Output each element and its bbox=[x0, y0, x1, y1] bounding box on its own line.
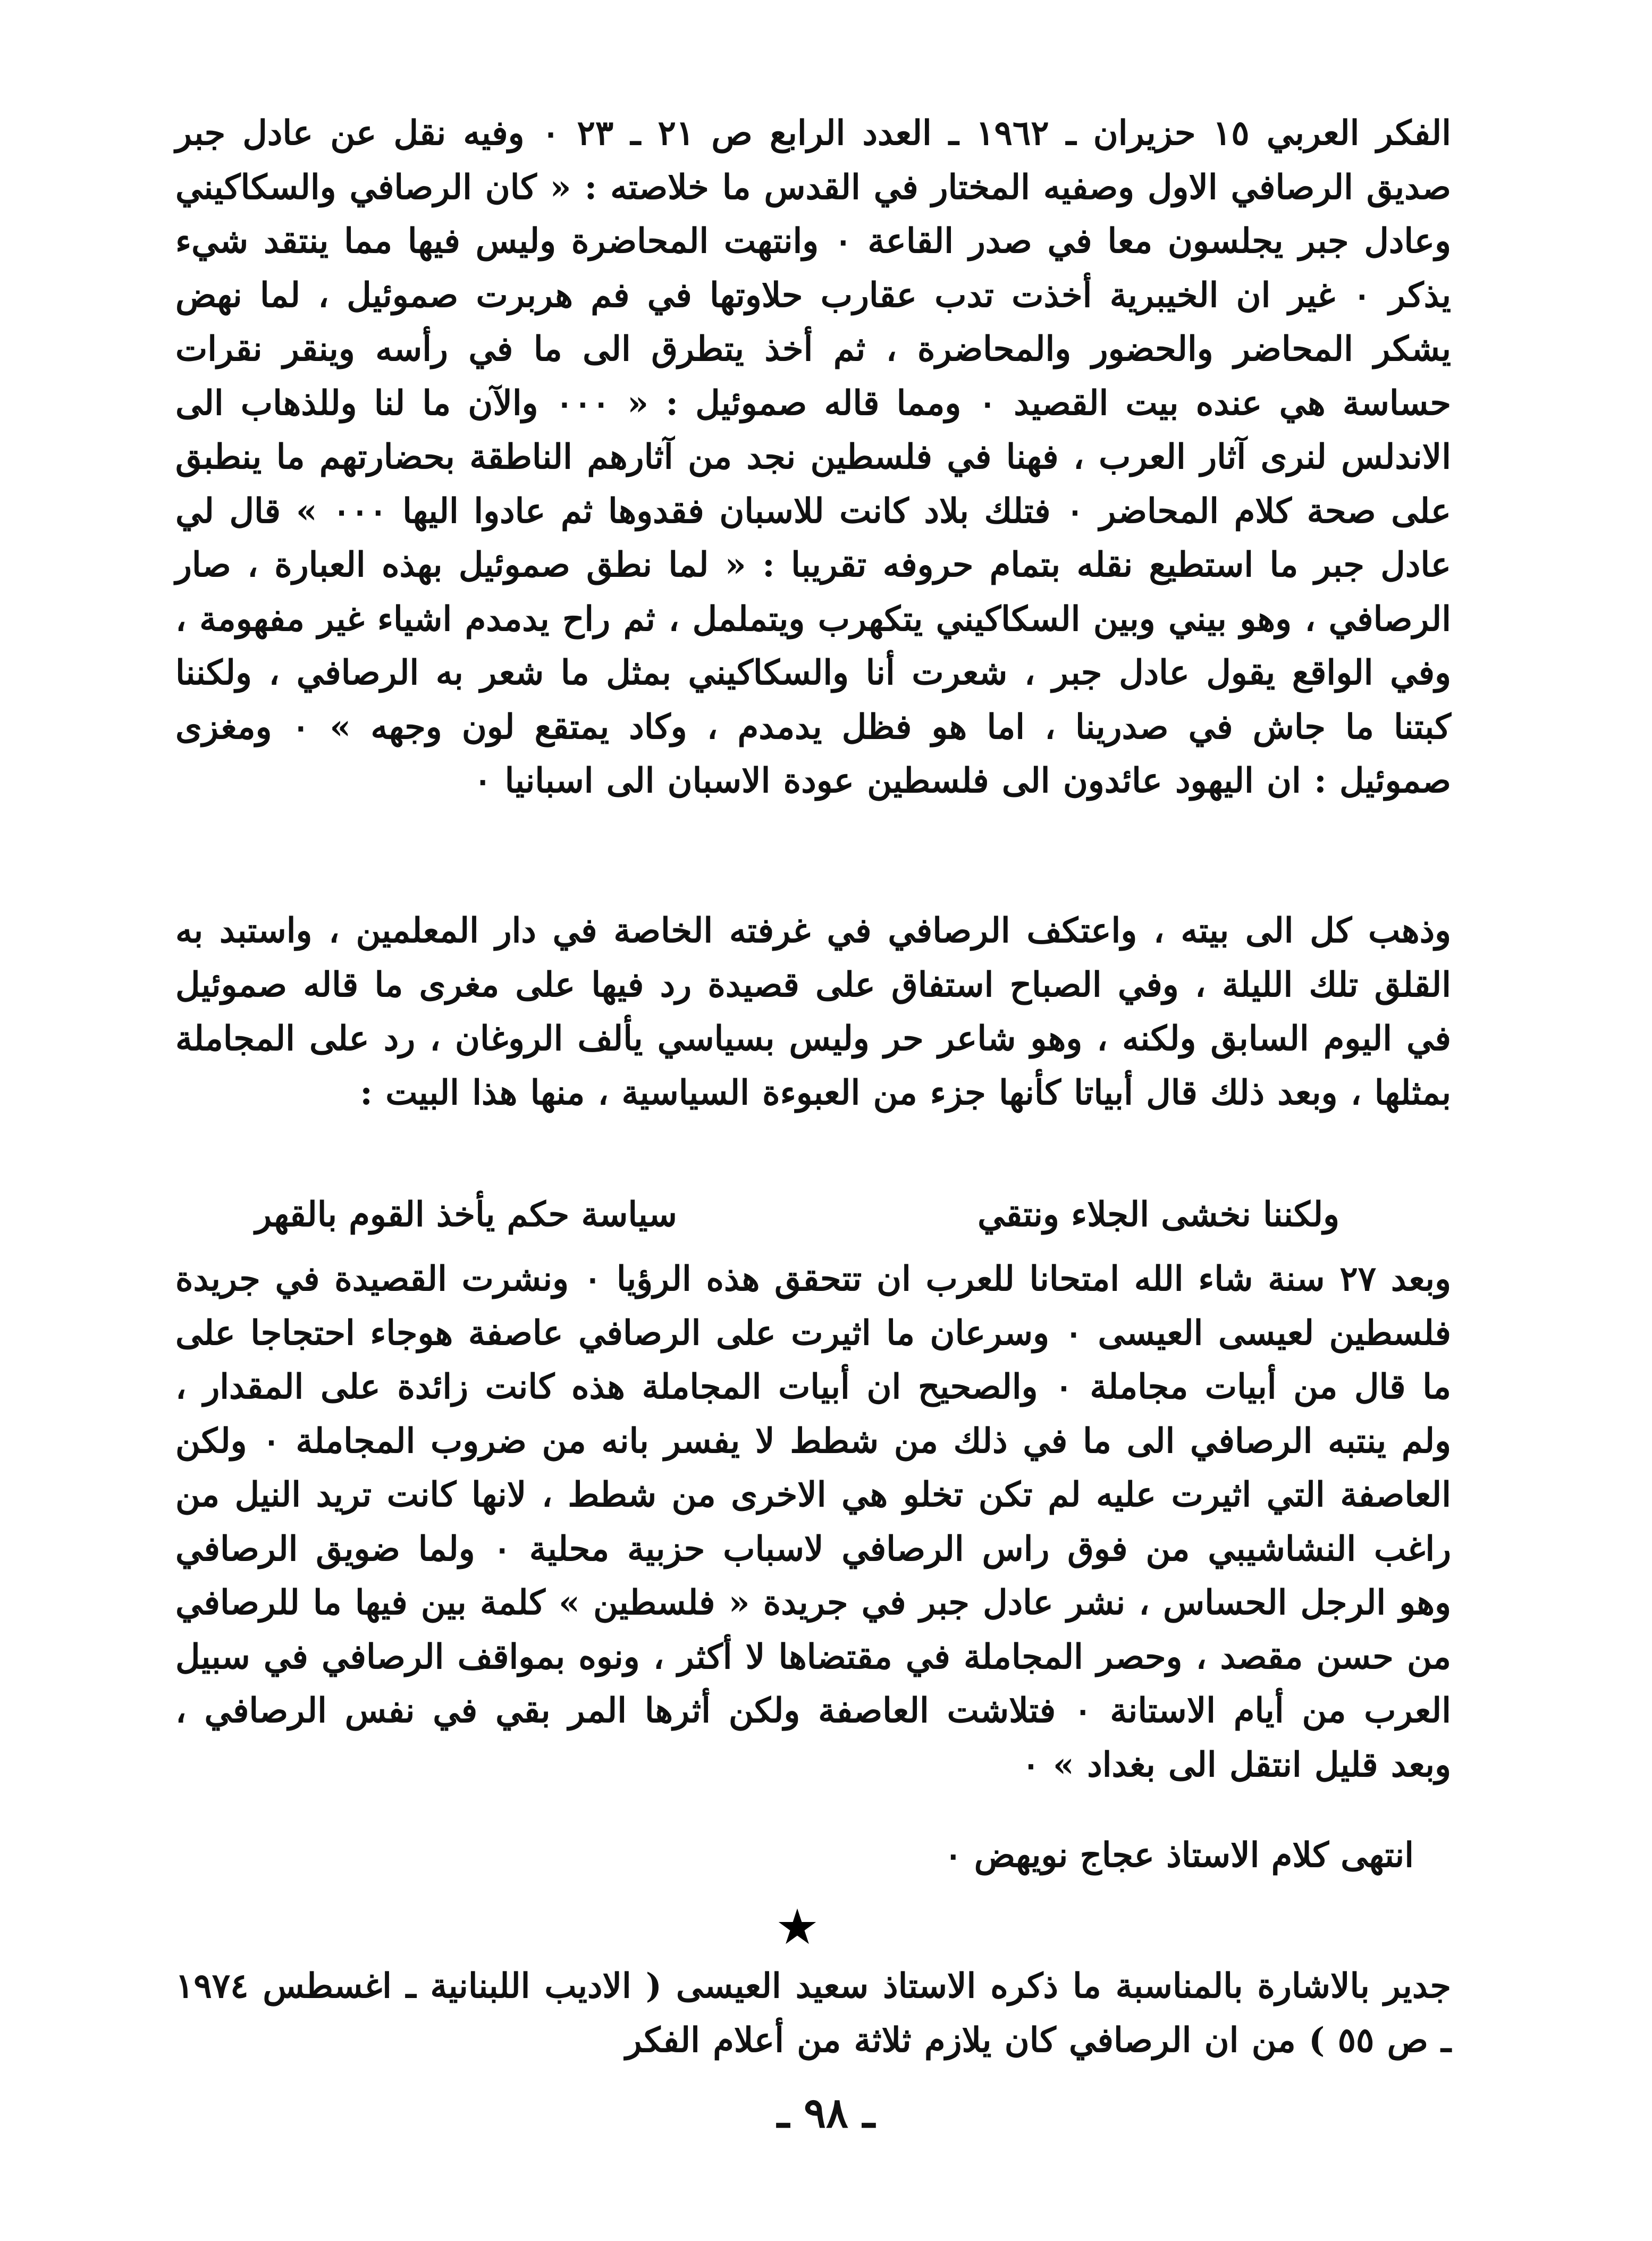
paragraph-text: وذهب كل الى بيته ، واعتكف الرصافي في غرفته الخاصة في دار المعلمين ، واستبد به القلق تلك الليلة ، وفي الصباح استفاق على قصيدة رد فيها على مغرى ما قاله صموئيل في اليوم السابق ولكنه ، وهو شاعر حر وليس بسياسي يألف الروغان ، رد على المجاملة بمثلها ، وبعد ذلك قال أبياتا كأنها جزء من العبوءة السياسية ، منها هذا البيت : bbox=[175, 911, 1452, 1113]
paragraph-text: وبعد ٢٧ سنة شاء الله امتحانا للعرب ان تتحقق هذه الرؤيا ٠ ونشرت القصيدة في جريدة فلسطين لعيسى العيسى ٠ وسرعان ما اثيرت على الرصافي عاصفة هوجاء احتجاجا على ما قال من أبيات مجاملة ٠ والصحيح ان أبيات المجاملة هذه كانت زائدة على المقدار ، ولم ينتبه الرصافي الى ما في ذلك من شطط لا يفسر بانه من ضروب المجاملة ٠ ولكن العاصفة التي اثيرت عليه لم تكن تخلو هي الاخرى من شطط ، لانها كانت تريد النيل من راغب النشاشيبي من فوق راس الرصافي لاسباب حزبية محلية ٠ ولما ضويق الرصافي وهو الرجل الحساس ، نشر عادل جبر في جريدة « فلسطين » كلمة بين فيها ما للرصافي من حسن مقصد ، وحصر المجاملة في مقتضاها لا أكثر ، ونوه بمواقف الرصافي في سبيل العرب من أيام الاستانة ٠ فتلاشت العاصفة ولكن أثرها المر بقي في نفس الرصافي ، وبعد قليل انتقل الى بغداد » ٠ bbox=[175, 1259, 1452, 1785]
paragraph-text: جدير بالاشارة بالمناسبة ما ذكره الاستاذ سعيد العيسى ( الاديب اللبنانية ـ اغسطس ١٩٧٤ ـ ص ٥٥ ) من ان الرصافي كان يلازم ثلاثة من أعلام الفكر bbox=[175, 1966, 1451, 2060]
body-paragraph-1 bbox=[175, 106, 1451, 808]
body-paragraph-3 bbox=[175, 1252, 1451, 1792]
paragraph-text: الفكر العربي ١٥ حزيران ـ ١٩٦٢ ـ العدد الرابع ص ٢١ ـ ٢٣ ٠ وفيه نقل عن عادل جبر صديق الرصافي الاول وصفيه المختار في القدس ما خلاصته : « كان الرصافي والسكاكيني وعادل جبر يجلسون معا في صدر القاعة ٠ وانتهت المحاضرة وليس فيها مما ينتقد شيء يذكر ٠ غير ان الخيبرية أخذت تدب عقارب حلاوتها في فم هربرت صموئيل ، لما نهض يشكر المحاضر والحضور والمحاضرة ، ثم أخذ يتطرق الى ما في رأسه وينقر نقرات حساسة هي عنده بيت القصيد ٠ ومما قاله صموئيل : « ٠٠٠ والآن ما لنا وللذهاب الى الاندلس لنرى آثار العرب ، فهنا في فلسطين نجد من آثارهم الناطقة بحضارتهم ما ينطبق على صحة كلام المحاضر ٠ فتلك بلاد كانت للاسبان فقدوها ثم عادوا اليها ٠٠٠ » قال لي عادل جبر ما استطيع نقله بتمام حروفه تقريبا : « لما نطق صموئيل بهذه العبارة ، صار الرصافي ، وهو بيني وبين السكاكيني يتكهرب ويتململ ، ثم راح يدمدم اشياء غير مفهومة ، وفي الواقع يقول عادل جبر ، شعرت أنا والسكاكيني بمثل ما شعر به الرصافي ، ولكننا كبتنا ما جاش في صدرينا ، اما هو فظل يدمدم ، وكاد يمتقع لون وجهه » ٠ ومغزى صموئيل : ان اليهود عائدون الى فلسطين عودة الاسبان الى اسبانيا ٠ bbox=[175, 113, 1452, 801]
quote-ending-line: انتهى كلام الاستاذ عجاج نويهض ٠ bbox=[944, 1835, 1414, 1875]
page-number: ـ ٩٨ ـ bbox=[777, 2089, 875, 2137]
star-separator-icon: ★ bbox=[775, 1899, 820, 1955]
footnote-paragraph bbox=[175, 1959, 1451, 2067]
body-paragraph-2 bbox=[175, 904, 1451, 1120]
verse-second-hemistich: سياسة حكم يأخذ القوم بالقهر bbox=[255, 1195, 677, 1235]
poetry-verse bbox=[255, 1188, 1339, 1241]
verse-first-hemistich: ولكننا نخشى الجلاء ونتقي bbox=[977, 1195, 1339, 1235]
